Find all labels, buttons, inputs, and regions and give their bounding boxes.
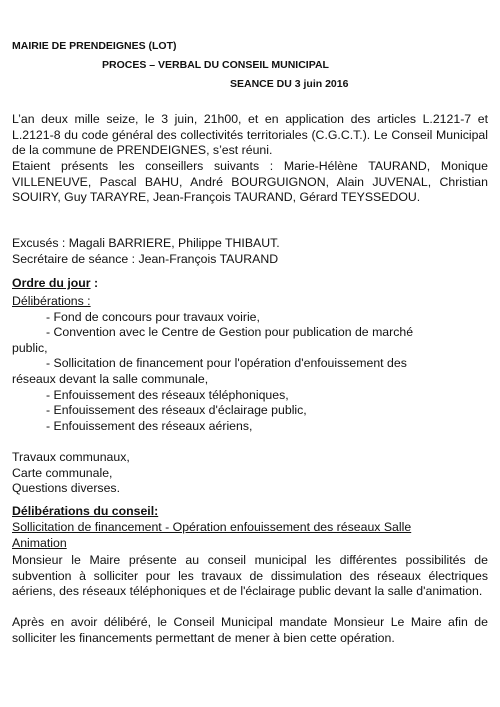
list-item: - Fond de concours pour travaux voirie, (46, 309, 260, 324)
subject-line: Animation (12, 535, 67, 550)
ordre-list (12, 294, 488, 434)
deliberations-label: Délibérations : (12, 294, 91, 308)
list-item: - Enfouissement des réseaux aériens, (46, 418, 253, 433)
deliberations-heading: Délibérations du conseil: (12, 504, 159, 518)
list-item: - Sollicitation de financement pour l'opération d'enfouissement des (46, 356, 407, 371)
list-item: réseaux devant la salle communale, (12, 371, 209, 386)
list-item: - Enfouissement des réseaux téléphoniques, (46, 387, 289, 402)
list-item: Carte communale, (12, 465, 113, 480)
document-title: PROCES – VERBAL DU CONSEIL MUNICIPAL (102, 59, 329, 71)
presents-list: Etaient présents les conseillers suivants : Marie-Hélène TAURAND, Monique VILLENEUVE, Pascal BAHU, André BOURGUIGNON, Alain JUVENAL, Christian SOUIRY, Guy TARAYRE, Jean-François TAURAND, Gérard TEYSSEDOU. (12, 159, 488, 205)
list-item: Questions diverses. (12, 481, 120, 496)
list-item: - Enfouissement des réseaux d'éclairage public, (46, 403, 307, 418)
deliberation-subject (12, 520, 488, 551)
list-item: Travaux communaux, (12, 450, 130, 464)
mairie-header: MAIRIE DE PRENDEIGNES (LOT) (12, 40, 177, 52)
other-agenda-items (12, 450, 488, 497)
excuses-line: Excusés : Magali BARRIERE, Philippe THIBAUT. (12, 236, 280, 250)
intro-opening: L’an deux mille seize, le 3 juin, 21h00, et en application des articles L.2121-7 et L.2121-8 du code général des collectivités territoriales (C.G.C.T.). Le Conseil Municipal de la commune de PRENDEIGNES, s’est réuni. (12, 112, 488, 158)
list-item: - Convention avec le Centre de Gestion pour publication de marché (46, 325, 414, 340)
deliberation-paragraph-1: Monsieur le Maire présente au conseil municipal les différentes possibilités de subvention à solliciter pour les travaux de dissimulation des réseaux électriques aériens, des réseaux téléphoniques et de l'éclairage public devant la salle d'animation. (12, 553, 488, 599)
deliberation-paragraph-2: Après en avoir délibéré, le Conseil Municipal mandate Monsieur Le Maire afin de solliciter les financements permettant de mener à bien cette opération. (12, 615, 488, 645)
subject-line: Sollicitation de financement - Opération enfouissement des réseaux Salle (12, 520, 412, 534)
list-item: public, (12, 340, 48, 355)
seance-date: SEANCE DU 3 juin 2016 (230, 78, 349, 90)
secretaire-line: Secrétaire de séance : Jean-François TAURAND (12, 252, 279, 266)
ordre-du-jour-heading (12, 276, 488, 292)
ordre-heading-text: Ordre du jour (12, 276, 91, 290)
ordre-heading-colon: : (90, 276, 99, 290)
